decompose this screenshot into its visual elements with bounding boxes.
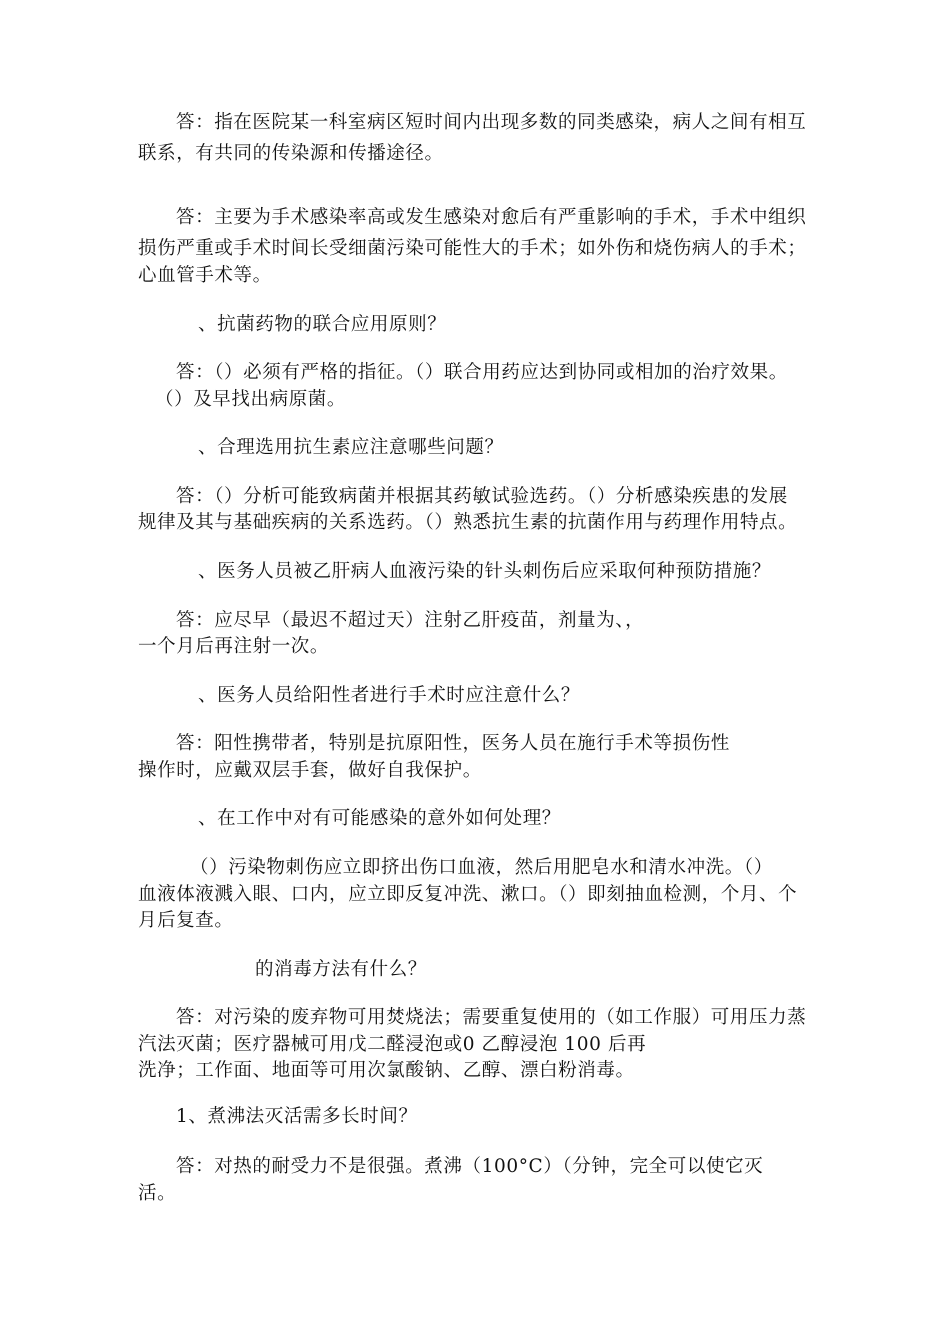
answer-8-line-1: 答：对污染的废弃物可用焚烧法；需要重复使用的（如工作服）可用压力蒸 [176, 1007, 807, 1028]
answer-6-line-2: 操作时，应戴双层手套，做好自我保护。 [138, 760, 482, 781]
answer-9-line-2: 活。 [138, 1183, 177, 1204]
question-boiling-time: 1、煮沸法灭活需多长时间？ [176, 1106, 418, 1127]
question-antibiotic-selection: 、合理选用抗生素应注意哪些问题？ [198, 437, 504, 458]
answer-2-line-2: 损伤严重或手术时间长受细菌污染可能性大的手术；如外伤和烧伤病人的手术； [138, 238, 807, 259]
question-antibiotic-combination: 、抗菌药物的联合应用原则？ [198, 314, 447, 335]
answer-1-line-2: 联系，有共同的传染源和传播途径。 [138, 143, 444, 164]
answer-5-line-1: 答：应尽早（最迟不超过天）注射乙肝疫苗，剂量为、， [176, 610, 645, 631]
question-needlestick-prevention: 、医务人员被乙肝病人血液污染的针头刺伤后应采取何种预防措施？ [198, 561, 772, 582]
question-surgery-precautions: 、医务人员给阳性者进行手术时应注意什么？ [198, 685, 581, 706]
answer-4-line-1: 答：（）分析可能致病菌并根据其药敏试验选药。（）分析感染疾患的发展 [176, 486, 788, 507]
answer-6-line-1: 答：阳性携带者，特别是抗原阳性，医务人员在施行手术等损伤性 [176, 733, 730, 754]
answer-4-line-2: 规律及其与基础疾病的关系选药。（）熟悉抗生素的抗菌作用与药理作用特点。 [138, 512, 798, 533]
question-disinfection-methods: 的消毒方法有什么？ [255, 959, 427, 980]
answer-1-line-1: 答：指在医院某一科室病区短时间内出现多数的同类感染，病人之间有相互 [176, 112, 807, 133]
answer-3-line-2: （）及早找出病原菌。 [155, 389, 347, 410]
answer-9-line-1: 答：对热的耐受力不是很强。煮沸（100°C）（分钟，完全可以使它灭 [176, 1156, 764, 1177]
question-accident-handling: 、在工作中对有可能感染的意外如何处理？ [198, 808, 561, 829]
answer-5-line-2: 一个月后再注射一次。 [138, 636, 330, 657]
answer-8-line-2: 汽法灭菌；医疗器械可用戊二醛浸泡或0 乙醇浸泡 100 后再 [138, 1034, 647, 1055]
answer-2-line-1: 答：主要为手术感染率高或发生感染对愈后有严重影响的手术，手术中组织 [176, 207, 807, 228]
answer-7-line-3: 月后复查。 [138, 910, 234, 931]
answer-8-line-3: 洗净；工作面、地面等可用次氯酸钠、乙醇、漂白粉消毒。 [138, 1060, 635, 1081]
answer-7-line-1: （）污染物刺伤应立即挤出伤口血液，然后用肥皂水和清水冲洗。（） [190, 857, 773, 878]
answer-7-line-2: 血液体液溅入眼、口内，应立即反复冲洗、漱口。（）即刻抽血检测，个月、个 [138, 884, 798, 905]
answer-2-line-3: 心血管手术等。 [138, 265, 272, 286]
answer-3-line-1: 答：（）必须有严格的指征。（）联合用药应达到协同或相加的治疗效果。 [176, 362, 788, 383]
